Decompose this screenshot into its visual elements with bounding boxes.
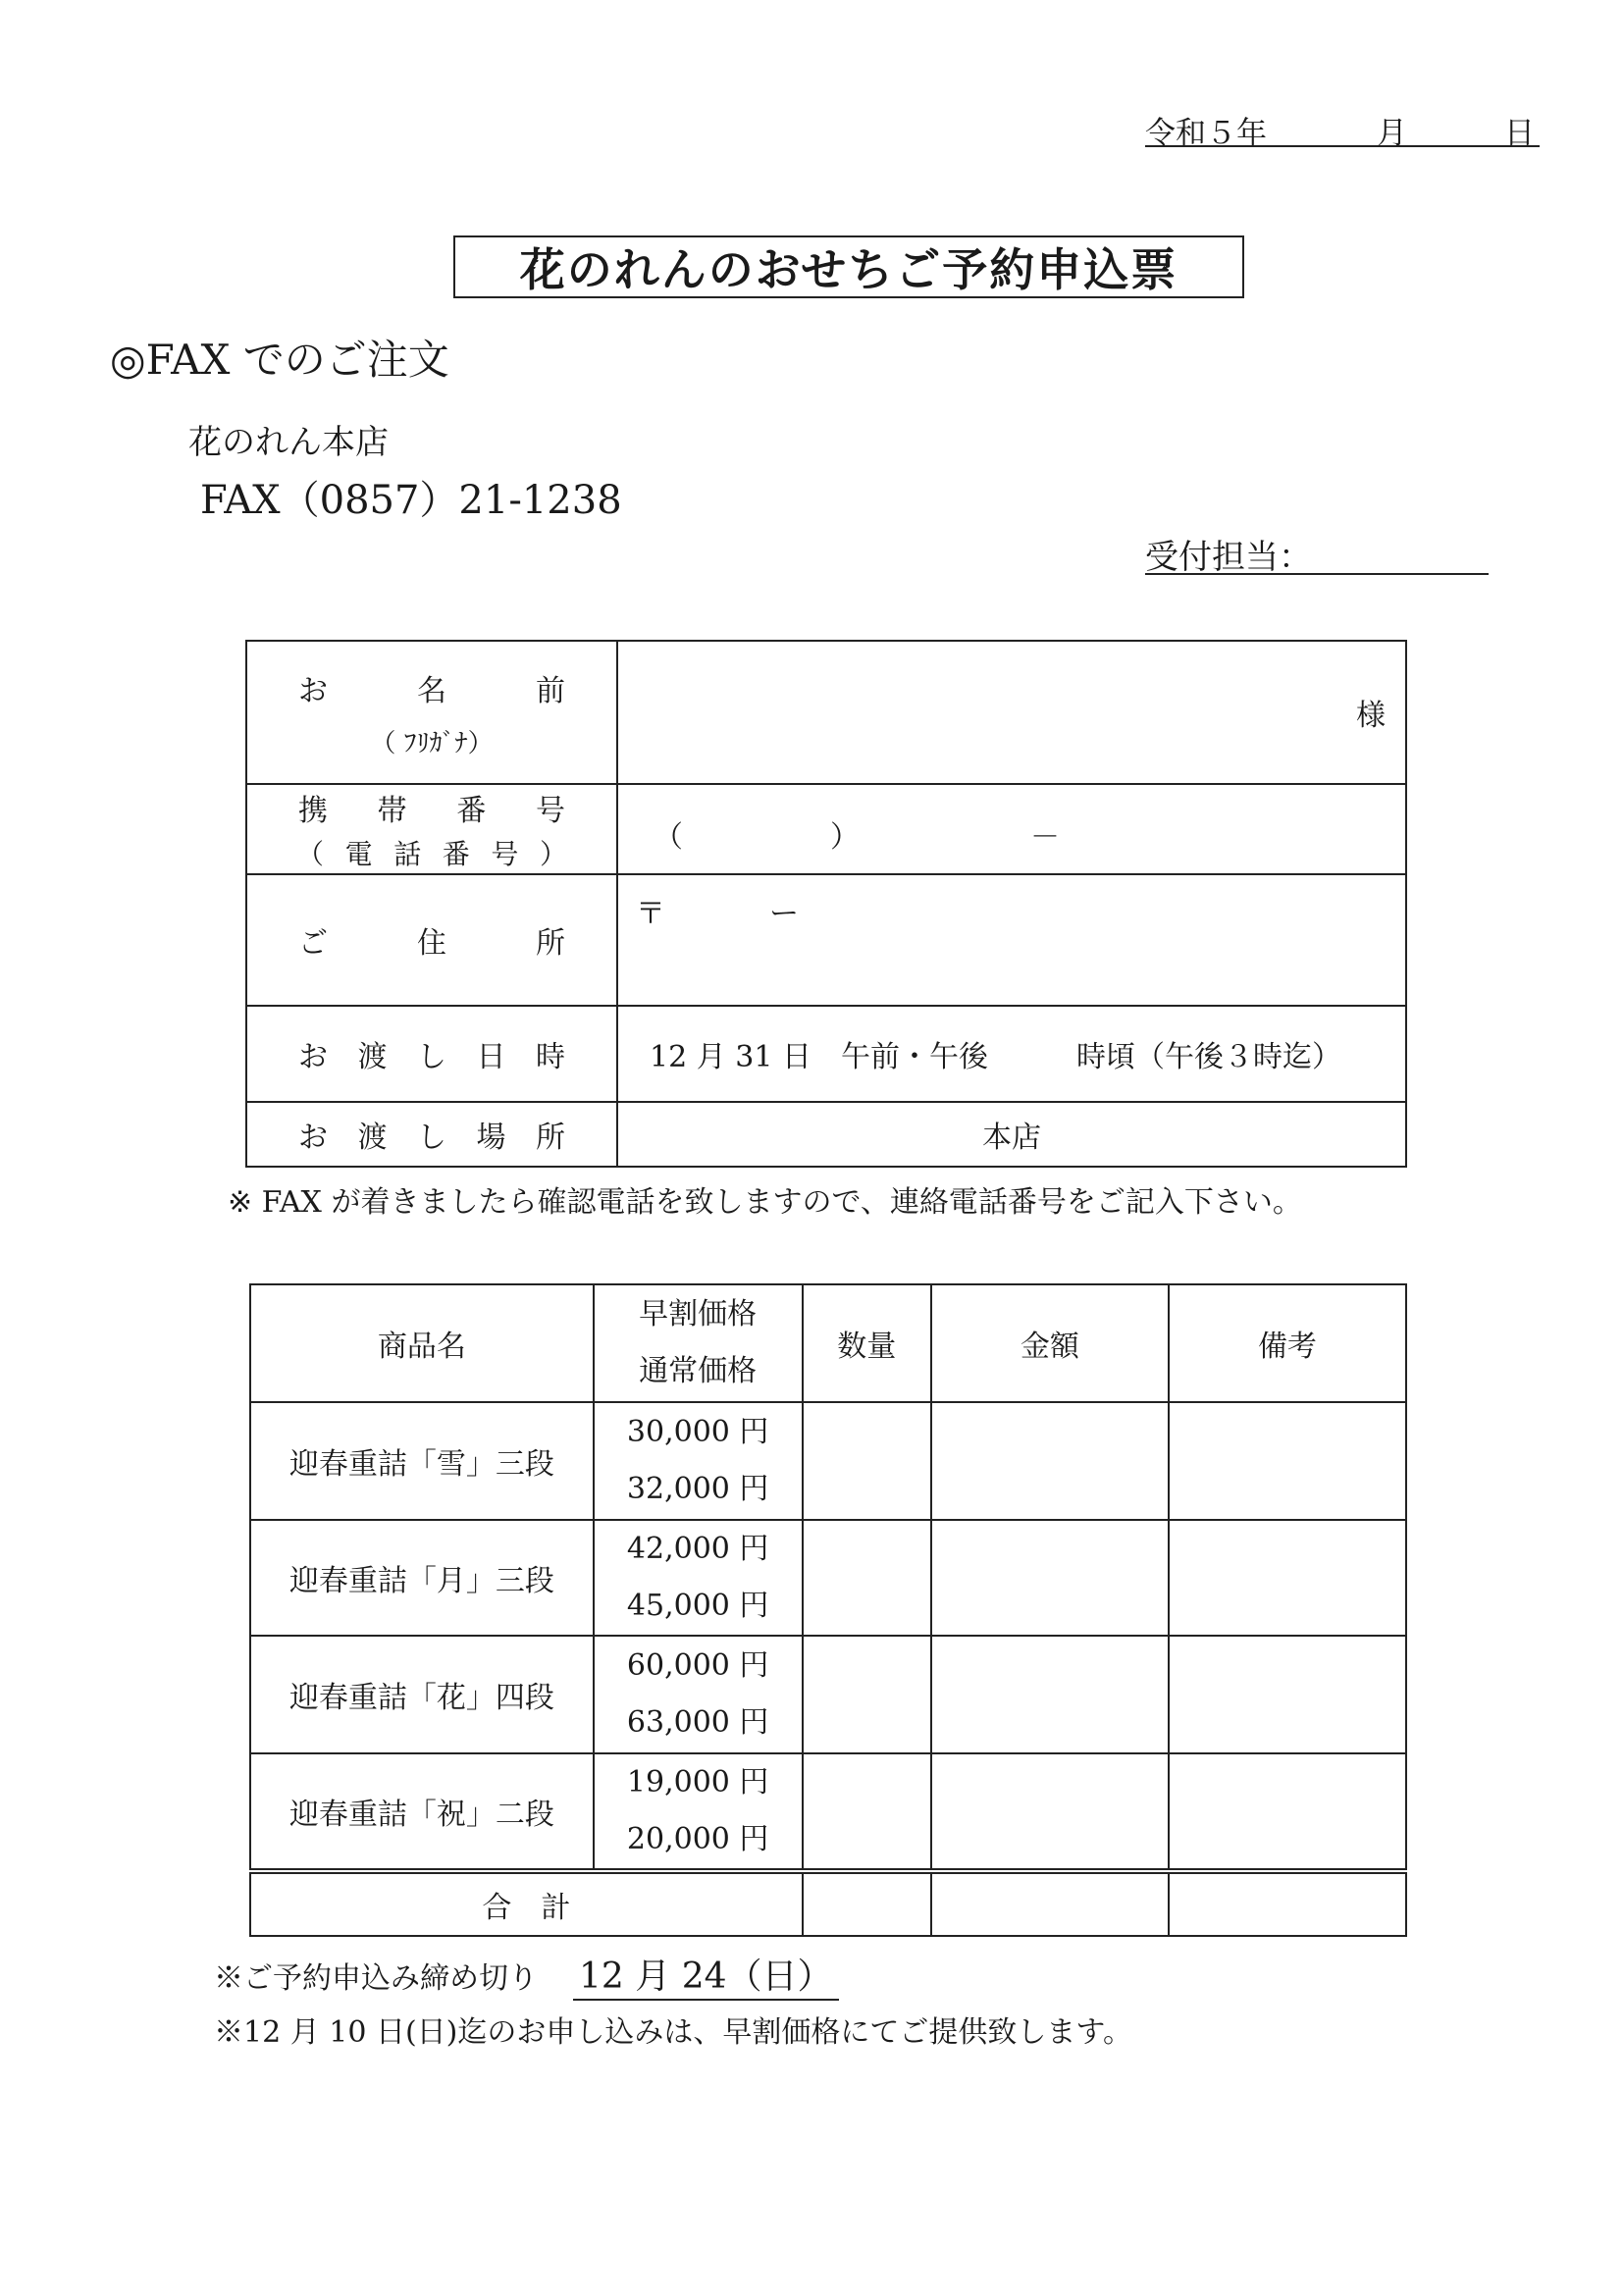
quantity-cell[interactable] xyxy=(803,1402,931,1520)
early-price: 30,000 円 xyxy=(626,1415,769,1449)
furigana-label: （ ﾌﾘｶﾞﾅ） xyxy=(370,728,494,758)
order-table xyxy=(249,1283,1407,1937)
phone-sub-char: 電 xyxy=(344,838,373,870)
quantity-cell[interactable] xyxy=(803,1636,931,1753)
postal-mark: 〒 xyxy=(636,897,665,931)
table-row xyxy=(250,1753,1406,1871)
phone-label-char: 番 xyxy=(456,794,487,828)
product-name: 迎春重詰「月」三段 xyxy=(250,1520,594,1636)
header-quantity: 数量 xyxy=(803,1284,931,1402)
remarks-cell[interactable] xyxy=(1169,1402,1406,1520)
phone-close-paren: ） xyxy=(830,820,860,855)
phone-sub-char: 話 xyxy=(393,838,422,870)
delivery-datetime-cell[interactable]: 12 月 31 日 午前・午後 時頃（午後３時迄） xyxy=(617,1006,1406,1102)
date-day: 日 xyxy=(1504,116,1535,151)
amount-cell[interactable] xyxy=(931,1753,1169,1871)
total-row xyxy=(250,1871,1406,1936)
name-label-cell xyxy=(246,641,617,784)
regular-price: 45,000 円 xyxy=(626,1589,769,1623)
quantity-cell[interactable] xyxy=(803,1753,931,1871)
delivery-place-cell: 本店 xyxy=(617,1102,1406,1167)
delivery-label-char: 日 xyxy=(476,1040,506,1074)
early-price: 19,000 円 xyxy=(626,1765,769,1800)
delivery-label-char: お xyxy=(298,1040,328,1074)
name-suffix: 様 xyxy=(1356,699,1386,733)
place-label-char: し xyxy=(417,1121,446,1155)
product-price xyxy=(594,1636,803,1753)
address-label-cell xyxy=(246,874,617,1006)
header-remarks: 備考 xyxy=(1169,1284,1406,1402)
regular-price: 20,000 円 xyxy=(626,1822,769,1856)
product-name: 迎春重詰「花」四段 xyxy=(250,1636,594,1753)
header-price xyxy=(594,1284,803,1402)
table-row xyxy=(250,1636,1406,1753)
header-regular-price: 通常価格 xyxy=(639,1354,758,1388)
name-label-char: 名 xyxy=(417,673,446,708)
regular-price: 32,000 円 xyxy=(626,1472,769,1506)
store-name: 花のれん本店 xyxy=(188,423,389,462)
product-name: 迎春重詰「祝」二段 xyxy=(250,1753,594,1871)
product-price xyxy=(594,1753,803,1871)
total-quantity-cell[interactable] xyxy=(803,1871,931,1936)
fax-confirmation-note: ※ FAX が着きましたら確認電話を致しますので、連絡電話番号をご記入下さい。 xyxy=(228,1185,1302,1220)
phone-open-paren: （ xyxy=(654,820,683,855)
delivery-datetime-label-cell xyxy=(246,1006,617,1102)
early-price: 60,000 円 xyxy=(626,1648,769,1683)
remarks-cell[interactable] xyxy=(1169,1520,1406,1636)
phone-label-cell xyxy=(246,784,617,874)
deadline-label: ※ご予約申込み締め切り xyxy=(214,1961,538,1996)
table-row xyxy=(250,1402,1406,1520)
remarks-cell[interactable] xyxy=(1169,1636,1406,1753)
header-amount: 金額 xyxy=(931,1284,1169,1402)
product-price xyxy=(594,1520,803,1636)
postal-dash: ー xyxy=(769,897,799,931)
place-label-char: 所 xyxy=(536,1121,565,1155)
total-remarks-cell[interactable] xyxy=(1169,1871,1406,1936)
era-year: 令和５年 xyxy=(1145,116,1267,151)
total-amount-cell[interactable] xyxy=(931,1871,1169,1936)
section-heading: ◎FAX でのご注文 xyxy=(110,336,449,384)
phone-label-char: 号 xyxy=(535,794,565,828)
amount-cell[interactable] xyxy=(931,1520,1169,1636)
header-early-price: 早割価格 xyxy=(639,1297,758,1331)
phone-sub-char: （ xyxy=(296,838,325,870)
amount-cell[interactable] xyxy=(931,1636,1169,1753)
early-booking-note: ※12 月 10 日(日)迄のお申し込みは、早割価格にてご提供致します。 xyxy=(214,2015,1132,2050)
form-title: 花のれんのおせちご予約申込票 xyxy=(453,235,1244,298)
phone-label-char: 携 xyxy=(298,794,328,828)
early-price: 42,000 円 xyxy=(626,1532,769,1566)
product-name: 迎春重詰「雪」三段 xyxy=(250,1402,594,1520)
place-label-char: 渡 xyxy=(357,1121,388,1155)
name-label-char: お xyxy=(298,673,328,708)
place-label-char: お xyxy=(298,1121,328,1155)
phone-sub-char: ） xyxy=(539,838,567,870)
address-label-char: 住 xyxy=(417,926,446,961)
phone-input-cell[interactable] xyxy=(617,784,1406,874)
delivery-label-char: し xyxy=(417,1040,446,1074)
place-label-char: 場 xyxy=(476,1121,506,1155)
delivery-label-char: 時 xyxy=(536,1040,565,1074)
phone-label-char: 帯 xyxy=(377,794,407,828)
customer-info-table xyxy=(245,640,1407,1168)
reception-staff-field[interactable]: 受付担当： xyxy=(1145,530,1489,575)
address-label-char: 所 xyxy=(536,926,565,961)
date-month: 月 xyxy=(1377,116,1407,151)
deadline-date: 12 月 24（日） xyxy=(573,1957,839,2001)
address-label-char: ご xyxy=(298,926,328,961)
name-input-cell[interactable] xyxy=(617,641,1406,784)
phone-dash: － xyxy=(1030,820,1060,855)
delivery-place-label-cell xyxy=(246,1102,617,1167)
delivery-label-char: 渡 xyxy=(357,1040,388,1074)
date-line xyxy=(1145,106,1540,151)
product-price xyxy=(594,1402,803,1520)
address-input-cell[interactable] xyxy=(617,874,1406,1006)
remarks-cell[interactable] xyxy=(1169,1753,1406,1871)
fax-number: FAX（0857）21-1238 xyxy=(200,478,622,523)
name-label-char: 前 xyxy=(536,673,565,708)
total-label: 合 計 xyxy=(250,1871,803,1936)
table-row xyxy=(250,1520,1406,1636)
phone-sub-char: 号 xyxy=(491,838,519,870)
quantity-cell[interactable] xyxy=(803,1520,931,1636)
amount-cell[interactable] xyxy=(931,1402,1169,1520)
header-product: 商品名 xyxy=(250,1284,594,1402)
deadline-note xyxy=(214,1949,839,1999)
phone-sub-char: 番 xyxy=(442,838,470,870)
regular-price: 63,000 円 xyxy=(626,1705,769,1740)
